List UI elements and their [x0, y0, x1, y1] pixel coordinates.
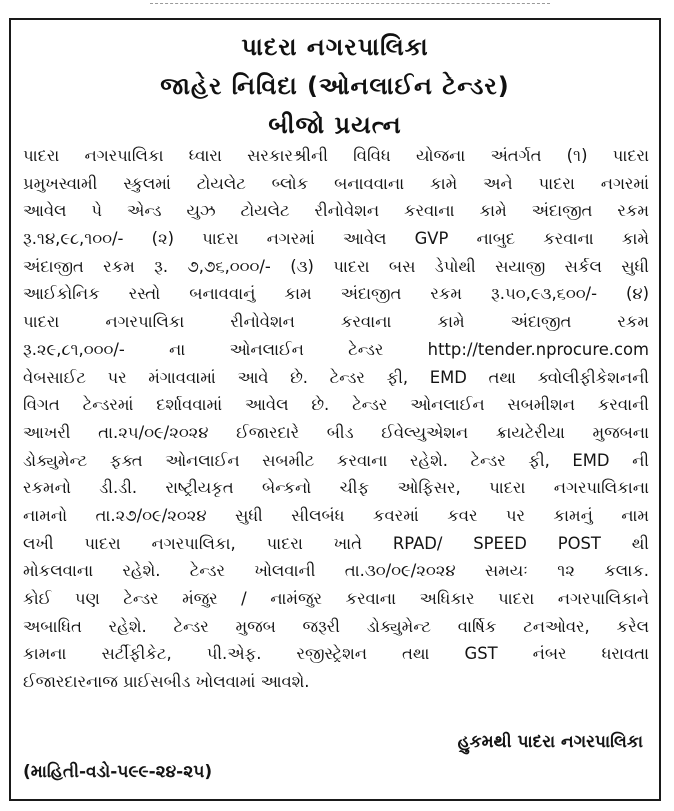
notice-body	[23, 142, 649, 696]
body-line: લખી પાદરા નગરપાલિકા, પાદરા ખાતે RPAD/ SPEED POST થી	[23, 533, 649, 553]
signature: હુકમથી પાદરા નગરપાલિકા	[457, 732, 643, 752]
body-line: રકમનો ડી.ડી. રાષ્ટ્રીયકૃત બેન્કનો ચીફ ઓફિસર, પાદરા નગરપાલિકાના	[23, 478, 649, 498]
notice-title: પાદરા નગરપાલિકા	[241, 33, 429, 61]
body-line: આખરી તા.૨૫/૦૯/૨૦૨૪ ઈજારદારે બીડ ઈવેલ્યુએશન ક્રાયટેરીયા મુજબના	[23, 422, 649, 442]
reference-number: (માહિતી-વડો-૫૯૯-૨૪-૨૫)	[23, 762, 213, 782]
body-line: પાદરા નગરપાલિકા રીનોવેશન કરવાના કામે અંદાજીત રકમ	[23, 312, 649, 332]
body-line: વિગત ટેન્ડરમાં દર્શાવવામાં આવેલ છે. ટેન્ડર ઓનલાઈન સબમીશન કરવાની	[23, 395, 649, 415]
body-line: આવેલ પે એન્ડ યુઝ ટોયલેટ રીનોવેશન કરવાના કામે અંદાજીત રકમ	[23, 201, 649, 221]
body-line: કોઈ પણ ટેન્ડર મંજુર / નામંજુર કરવાના અધિકાર પાદરા નગરપાલિકાને	[23, 589, 649, 608]
body-line: ડોક્યુમેન્ટ ફક્ત ઓનલાઈન સબમીટ કરવાના રહેશે. ટેન્ડર ફી, EMD ની	[23, 450, 649, 470]
body-line: મોકલવાના રહેશે. ટેન્ડર ખોલવાની તા.૩૦/૦૯/૨૦૨૪ સમયઃ ૧૨ કલાક.	[23, 561, 649, 581]
body-line: રૂ.૧૪,૯૮,૧૦૦/- (૨) પાદરા નગરમાં આવેલ GVP નાબુદ કરવાના કામે	[23, 229, 649, 249]
tender-notice	[9, 18, 661, 801]
attempt-label: બીજો પ્રયત્ન	[268, 111, 402, 139]
top-divider	[150, 3, 550, 5]
body-line: પ્રમુખસ્વામી સ્કુલમાં ટોયલેટ બ્લોક બનાવવાના કામે અને પાદરા નગરમાં	[23, 173, 649, 193]
body-line: વેબસાઈટ પર મંગાવવામાં આવે છે. ટેન્ડર ફી, EMD તથા ક્વોલીફીકેશનની	[23, 367, 649, 387]
body-line: અંદાજીત રકમ રૂ. ૭,૭૬,૦૦૦/- (૩) પાદરા બસ ડેપોથી સયાજી સર્કલ સુધી	[23, 256, 649, 276]
body-line: નામનો તા.૨૭/૦૯/૨૦૨૪ સુધી સીલબંધ કવરમાં કવર પર કામનું નામ	[23, 505, 649, 525]
body-line: રૂ.૨૯,૮૧,૦૦૦/- ના ઓનલાઈન ટેન્ડર http://tender.nprocure.com	[23, 339, 649, 359]
body-line: અબાધિત રહેશે. ટેન્ડર મુજબ જરૂરી ડોક્યુમેન્ટ વાર્ષિક ટનઓવર, કરેલ	[23, 616, 649, 636]
body-line: કામના સર્ટીફીકેટ, પી.એફ. રજીસ્ટ્રેશન તથા GST નંબર ધરાવતા	[23, 644, 649, 664]
body-line: પાદરા નગરપાલિકા ધ્વારા સરકારશ્રીની વિવિધ યોજના અંતર્ગત (૧) પાદરા	[23, 146, 649, 165]
body-line: ઈજારદારનાજ પ્રાઈસબીડ ખોલવામાં આવશે.	[23, 672, 310, 692]
notice-header	[11, 28, 659, 145]
notice-subtitle: જાહેર નિવિદા (ઓનલાઈન ટેન્ડર)	[160, 72, 510, 100]
body-line: આઈકોનિક રસ્તો બનાવવાનું કામ અંદાજીત રકમ રૂ.૫૦,૯૩,૬૦૦/- (૪)	[23, 284, 649, 304]
